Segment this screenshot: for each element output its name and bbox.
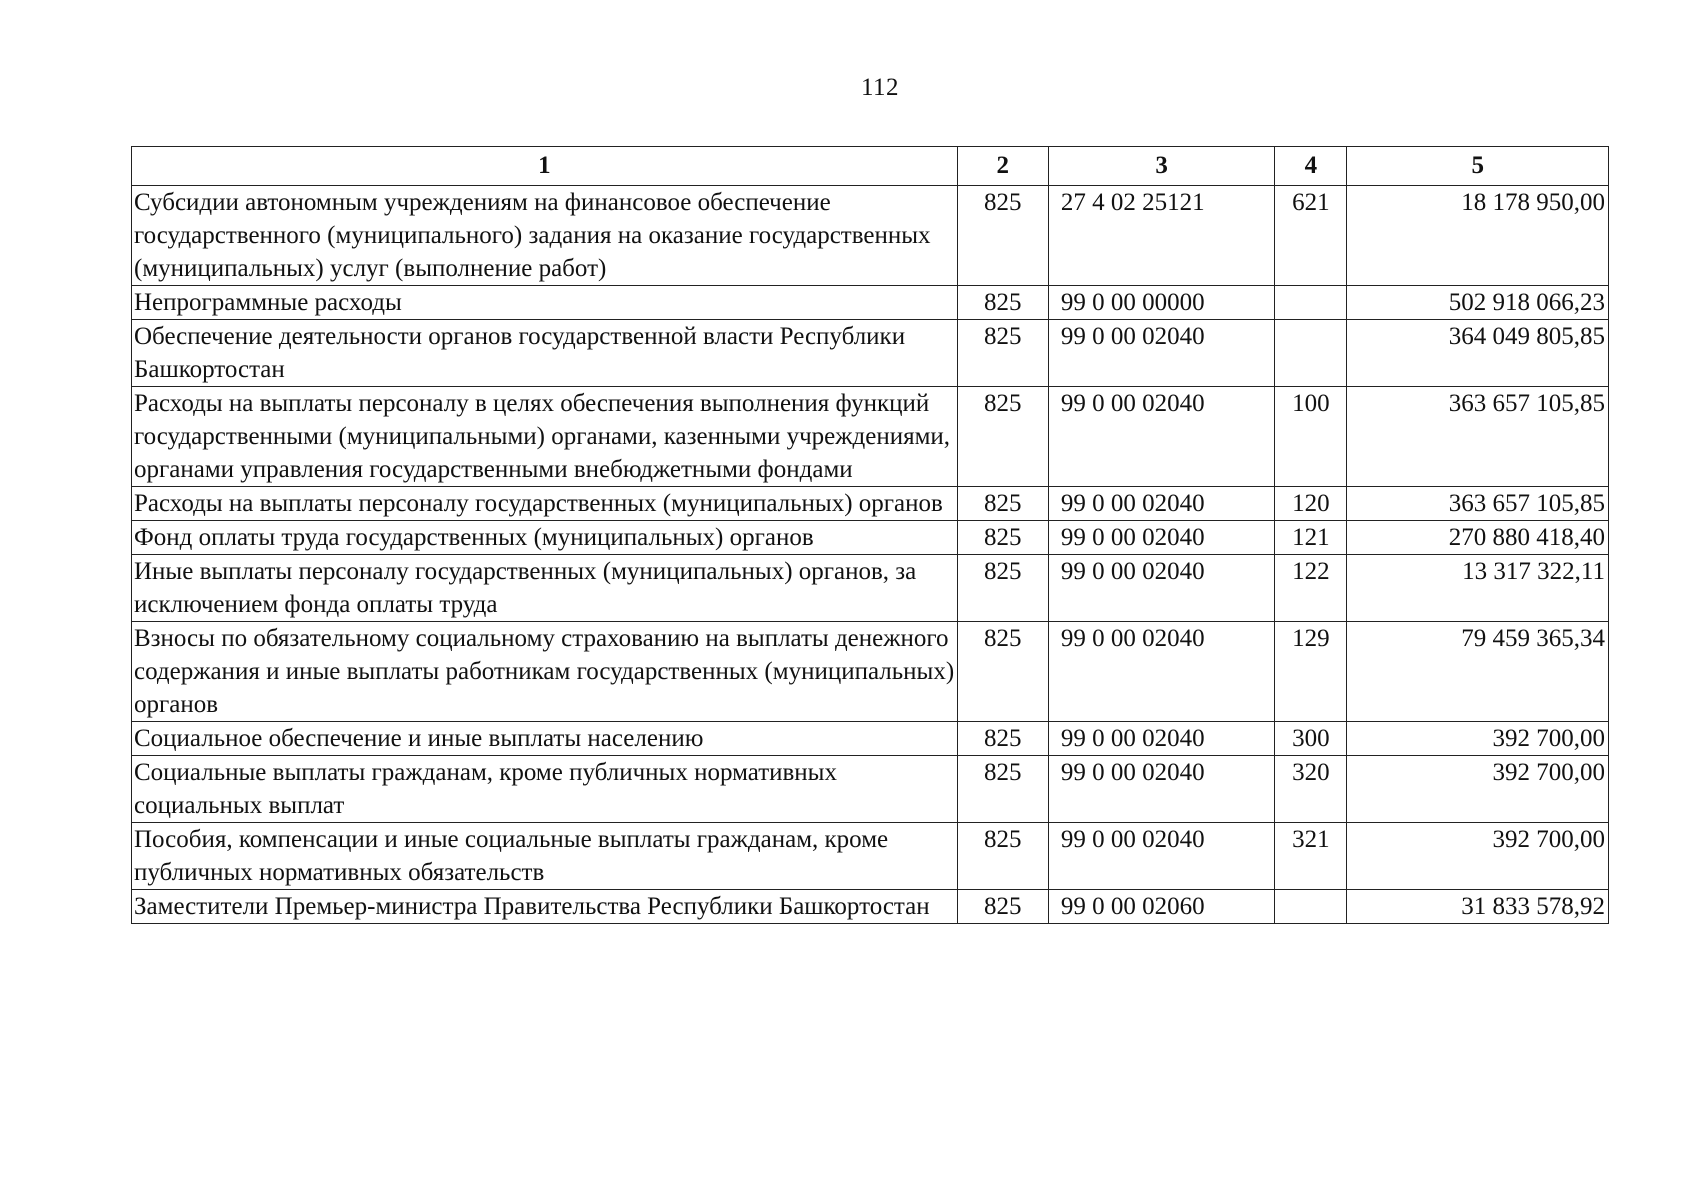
header-col-4: 4	[1275, 147, 1347, 186]
cell-amount: 363 657 105,85	[1347, 487, 1609, 521]
cell-amount: 79 459 365,34	[1347, 622, 1609, 722]
cell-target-code: 99 0 00 02040	[1048, 622, 1274, 722]
header-col-2: 2	[957, 147, 1048, 186]
table-body	[132, 186, 1609, 924]
cell-admin-code: 825	[957, 186, 1048, 286]
cell-name: Взносы по обязательному социальному страхованию на выплаты денежного содержания и иные выплаты работникам государственных (муниципальных) органов	[132, 622, 958, 722]
cell-name: Непрограммные расходы	[132, 286, 958, 320]
cell-target-code: 99 0 00 02040	[1048, 555, 1274, 622]
cell-target-code: 99 0 00 02040	[1048, 320, 1274, 387]
cell-name: Иные выплаты персоналу государственных (муниципальных) органов, за исключением фонда оплаты труда	[132, 555, 958, 622]
cell-amount: 364 049 805,85	[1347, 320, 1609, 387]
cell-expense-type: 129	[1275, 622, 1347, 722]
cell-amount: 392 700,00	[1347, 823, 1609, 890]
cell-target-code: 99 0 00 02040	[1048, 521, 1274, 555]
cell-target-code: 99 0 00 02040	[1048, 487, 1274, 521]
page-number: 112	[860, 74, 900, 101]
table-row	[132, 555, 1609, 622]
cell-amount: 13 317 322,11	[1347, 555, 1609, 622]
table-row	[132, 622, 1609, 722]
cell-admin-code: 825	[957, 286, 1048, 320]
cell-amount: 392 700,00	[1347, 722, 1609, 756]
cell-expense-type	[1275, 890, 1347, 924]
header-row	[132, 147, 1609, 186]
table-row	[132, 387, 1609, 487]
cell-admin-code: 825	[957, 487, 1048, 521]
cell-expense-type	[1275, 286, 1347, 320]
cell-amount: 270 880 418,40	[1347, 521, 1609, 555]
cell-admin-code: 825	[957, 521, 1048, 555]
cell-admin-code: 825	[957, 823, 1048, 890]
cell-target-code: 27 4 02 25121	[1048, 186, 1274, 286]
cell-name: Заместители Премьер-министра Правительства Республики Башкортостан	[132, 890, 958, 924]
table-header	[132, 147, 1609, 186]
cell-name: Расходы на выплаты персоналу государственных (муниципальных) органов	[132, 487, 958, 521]
cell-target-code: 99 0 00 02060	[1048, 890, 1274, 924]
cell-expense-type: 621	[1275, 186, 1347, 286]
cell-amount: 363 657 105,85	[1347, 387, 1609, 487]
cell-admin-code: 825	[957, 320, 1048, 387]
header-col-3: 3	[1048, 147, 1274, 186]
cell-amount: 18 178 950,00	[1347, 186, 1609, 286]
cell-expense-type	[1275, 320, 1347, 387]
cell-name: Субсидии автономным учреждениям на финансовое обеспечение государственного (муниципального) задания на оказание государственных (муниципальных) услуг (выполнение работ)	[132, 186, 958, 286]
cell-admin-code: 825	[957, 890, 1048, 924]
cell-admin-code: 825	[957, 722, 1048, 756]
header-col-5: 5	[1347, 147, 1609, 186]
cell-name: Фонд оплаты труда государственных (муниципальных) органов	[132, 521, 958, 555]
cell-admin-code: 825	[957, 756, 1048, 823]
table-row	[132, 487, 1609, 521]
cell-expense-type: 300	[1275, 722, 1347, 756]
table-row	[132, 722, 1609, 756]
table-row	[132, 286, 1609, 320]
cell-target-code: 99 0 00 00000	[1048, 286, 1274, 320]
cell-name: Обеспечение деятельности органов государственной власти Республики Башкортостан	[132, 320, 958, 387]
table-row	[132, 320, 1609, 387]
header-col-1: 1	[132, 147, 958, 186]
cell-name: Пособия, компенсации и иные социальные выплаты гражданам, кроме публичных нормативных обязательств	[132, 823, 958, 890]
cell-expense-type: 121	[1275, 521, 1347, 555]
table-row	[132, 186, 1609, 286]
cell-amount: 502 918 066,23	[1347, 286, 1609, 320]
cell-expense-type: 122	[1275, 555, 1347, 622]
cell-amount: 392 700,00	[1347, 756, 1609, 823]
table-row	[132, 521, 1609, 555]
cell-target-code: 99 0 00 02040	[1048, 387, 1274, 487]
cell-admin-code: 825	[957, 387, 1048, 487]
cell-name: Социальное обеспечение и иные выплаты населению	[132, 722, 958, 756]
cell-expense-type: 120	[1275, 487, 1347, 521]
cell-target-code: 99 0 00 02040	[1048, 756, 1274, 823]
cell-admin-code: 825	[957, 555, 1048, 622]
budget-table	[131, 146, 1609, 924]
cell-target-code: 99 0 00 02040	[1048, 823, 1274, 890]
cell-amount: 31 833 578,92	[1347, 890, 1609, 924]
cell-expense-type: 321	[1275, 823, 1347, 890]
table-row	[132, 823, 1609, 890]
cell-name: Расходы на выплаты персоналу в целях обеспечения выполнения функций государственными (муниципальными) органами, казенными учреждениями, органами управления государственными внебюджетными фондами	[132, 387, 958, 487]
cell-admin-code: 825	[957, 622, 1048, 722]
cell-expense-type: 320	[1275, 756, 1347, 823]
cell-name: Социальные выплаты гражданам, кроме публичных нормативных социальных выплат	[132, 756, 958, 823]
cell-expense-type: 100	[1275, 387, 1347, 487]
table-row	[132, 756, 1609, 823]
table-row	[132, 890, 1609, 924]
cell-target-code: 99 0 00 02040	[1048, 722, 1274, 756]
